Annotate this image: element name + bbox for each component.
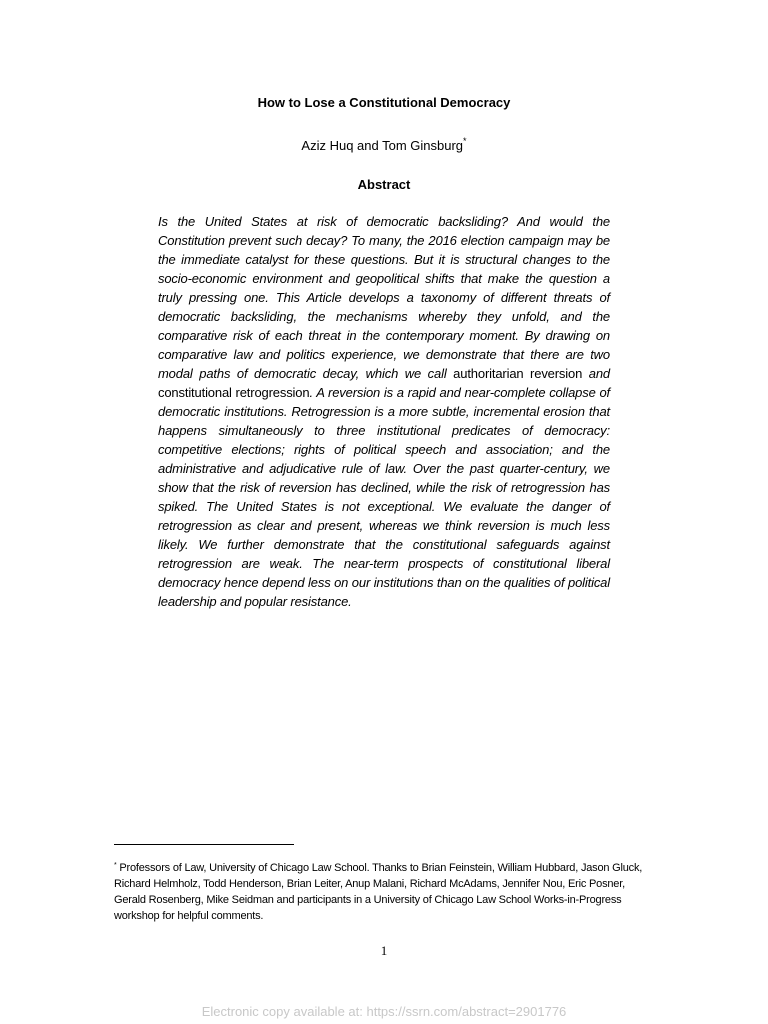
abstract-term-reversion: authoritarian reversion	[453, 366, 583, 381]
page-number: 1	[380, 943, 388, 958]
paper-title: How to Lose a Constitutional Democracy	[257, 95, 511, 110]
abstract-term-retrogression: constitutional retrogression	[158, 385, 310, 400]
author-names: Aziz Huq and Tom Ginsburg	[301, 138, 464, 153]
footnote-divider	[114, 844, 294, 845]
footnote-mark: *	[114, 862, 117, 869]
abstract-text	[158, 212, 610, 611]
abstract-part-2: and	[582, 366, 611, 381]
footnote-text: Professors of Law, University of Chicago Law School. Thanks to Brian Feinstein, William Hubbard, Jason Gluck, Richard Helmholz, Todd Henderson, Brian Leiter, Anup Malani, Richard McAdams, Jennifer Nou, Eric Posner, Gerald Rosenberg, Mike Seidman and participants in a University of Chicago Law School Works-in-Progress workshop for helpful comments.	[114, 862, 643, 922]
abstract-heading: Abstract	[357, 177, 411, 192]
abstract-part-3: . A reversion is a rapid and near-complete collapse of democratic institutions. Retrogression is a more subtle, incremental erosion that happens simultaneously to three institutional predicates of democracy: competitive elections; rights of political speech and association; and the administrative and adjudicative rule of law. Over the past quarter-century, we show that the risk of reversion has declined, while the risk of retrogression has spiked. The United States is not exceptional. We evaluate the danger of retrogression as clear and present, whereas we think reversion is much less likely. We further demonstrate that the constitutional safeguards against retrogression are weak. The near-term prospects of constitutional liberal democracy hence depend less on our institutions than on the qualities of political leadership and popular resistance.	[158, 385, 610, 609]
abstract-part-1: Is the United States at risk of democratic backsliding? And would the Constitution prevent such decay? To many, the 2016 election campaign may be the immediate catalyst for these questions. But it is structural changes to the socio-economic environment and geopolitical shifts that make the question a truly pressing one. This Article develops a taxonomy of different threats of democratic backsliding, the mechanisms whereby they unfold, and the comparative risk of each threat in the contemporary moment. By drawing on comparative law and politics experience, we demonstrate that there are two modal paths of democratic decay, which we call	[158, 214, 610, 381]
author-line	[0, 137, 768, 154]
ssrn-watermark: Electronic copy available at: https://ssrn.com/abstract=2901776	[201, 1004, 567, 1019]
author-footnote-mark: *	[463, 136, 467, 146]
footnote	[114, 860, 654, 924]
